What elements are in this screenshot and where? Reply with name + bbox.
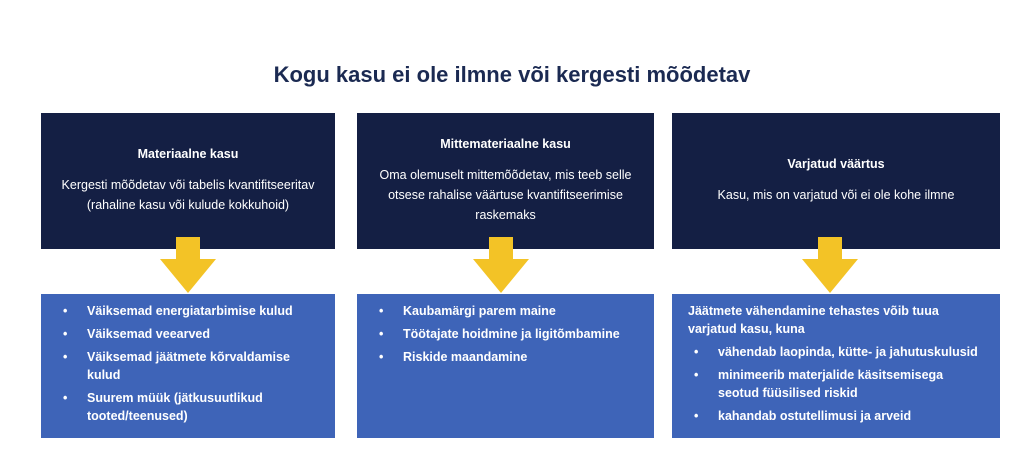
column-1-heading: Materiaalne kasu: [137, 147, 239, 161]
bullet-icon: •: [379, 327, 384, 341]
list-item: • Väiksemad veearved: [63, 327, 211, 341]
list-item: • Väiksemad jäätmete kõrvaldamise kulud: [63, 350, 290, 382]
bullet-icon: •: [694, 409, 699, 423]
column-3-down-arrow-icon: [800, 237, 860, 293]
column-1-header-box: [41, 113, 335, 249]
column-1-description: Kergesti mõõdetav või tabelis kvantifitseeritav (rahaline kasu või kulude kokkuhoid): [61, 178, 315, 212]
column-2-down-arrow-icon: [471, 237, 531, 293]
column-2-heading: Mittemateriaalne kasu: [440, 137, 571, 151]
list-item: • Riskide maandamine: [379, 350, 528, 364]
column-1-benefits-box: [41, 294, 335, 438]
column-1-benefit-list: [41, 294, 335, 425]
bullet-icon: •: [63, 391, 68, 405]
column-3-intro: Jäätmete vähendamine tehastes võib tuua varjatud kasu, kuna: [688, 304, 939, 336]
bullet-icon: •: [379, 350, 384, 364]
column-3-benefit-list: [672, 343, 1000, 425]
list-item: • vähendab laopinda, kütte- ja jahutuskulusid: [694, 345, 978, 359]
list-item: • kahandab ostutellimusi ja arveid: [694, 409, 912, 423]
column-3-benefits-box: [672, 294, 1000, 438]
column-2-benefits-box: [357, 294, 654, 438]
bullet-icon: •: [694, 368, 699, 382]
column-2-description: Oma olemuselt mittemõõdetav, mis teeb selle otsese rahalise väärtuse kvantifitseerimise raskemaks: [379, 168, 632, 222]
column-3-description: Kasu, mis on varjatud või ei ole kohe ilmne: [717, 188, 955, 202]
bullet-icon: •: [63, 327, 68, 341]
list-item: • Suurem müük (jätkusuutlikud tooted/teenused): [63, 391, 263, 423]
list-item: • Väiksemad energiatarbimise kulud: [63, 304, 293, 318]
list-item: • Kaubamärgi parem maine: [379, 304, 556, 318]
diagram-title: Kogu kasu ei ole ilmne või kergesti mõõdetav: [273, 62, 751, 87]
column-3-header-box: [672, 113, 1000, 249]
bullet-icon: •: [694, 345, 699, 359]
bullet-icon: •: [63, 304, 68, 318]
bullet-icon: •: [63, 350, 68, 364]
column-2-benefit-list: [357, 294, 654, 366]
bullet-icon: •: [379, 304, 384, 318]
list-item: • Töötajate hoidmine ja ligitõmbamine: [379, 327, 620, 341]
column-1-down-arrow-icon: [158, 237, 218, 293]
column-3-heading: Varjatud väärtus: [787, 157, 885, 171]
list-item: • minimeerib materjalide käsitsemisega seotud füüsilised riskid: [694, 368, 944, 400]
column-2-header-box: [357, 113, 654, 249]
